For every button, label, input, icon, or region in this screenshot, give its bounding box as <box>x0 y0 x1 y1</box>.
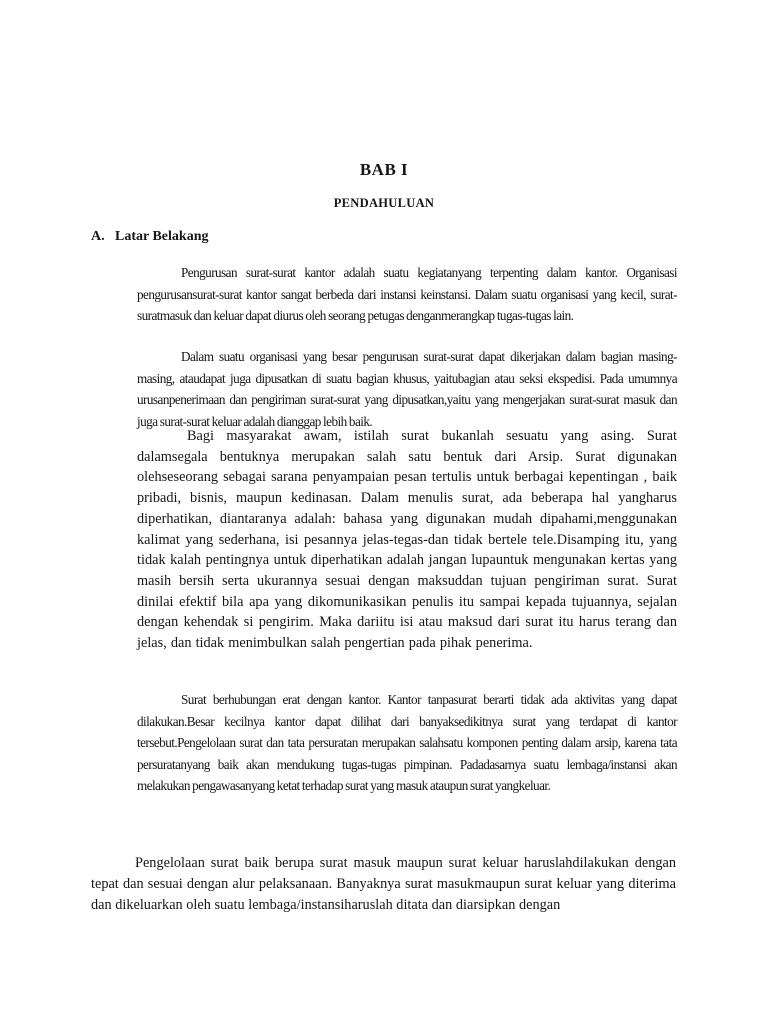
chapter-subtitle: PENDAHULUAN <box>333 196 435 210</box>
section-heading <box>91 229 208 245</box>
chapter-title: BAB I <box>359 160 409 179</box>
body-paragraph: Bagi masyarakat awam, istilah surat bukanlah sesuatu yang asing. Surat dalamsegala bentuknya merupakan salah satu bentuk dari Arsip. Surat digunakan olehseseorang sebagai sarana penyampaian pesan tertulis untuk berbagai kepentingan , baik pribadi, bisnis, maupun kedinasan. Dalam menulis surat, ada beberapa hal yangharus diperhatikan, diantaranya adalah: bahasa yang digunakan mudah dipahami,menggunakan kalimat yang sederhana, isi pesannya jelas-tegas-dan tidak bertele tele.Disamping itu, yang tidak kalah pentingnya untuk diperhatikan adalah jangan lupauntuk mengunakan kertas yang masih bersih serta ukurannya sesuai dengan maksuddan tujuan pengiriman surat. Surat dinilai efektif bila apa yang dikomunikasikan penulis itu sampai kepada tujuannya, sejalan dengan kehendak si pengirim. Maka dariitu isi atau maksud dari surat itu harus terang dan jelas, dan tidak menimbulkan salah pengertian pada pihak penerima. <box>137 428 677 652</box>
body-paragraph: Pengelolaan surat baik berupa surat masuk maupun surat keluar haruslahdilakukan dengan tepat dan sesuai dengan alur pelaksanaan. Banyaknya surat masukmaupun surat keluar yang diterima dan dikeluarkan oleh suatu lembaga/instansiharuslah ditata dan diarsipkan dengan <box>91 855 676 913</box>
body-paragraph: Surat berhubungan erat dengan kantor. Kantor tanpasurat berarti tidak ada aktivitas yang dapat dilakukan.Besar kecilnya kantor dapat dilihat dari banyaksedikitnya surat yang terdapat di kantor tersebut.Pengelolaan surat dan tata persuratan merupakan salahsatu komponen penting dalam arsip, karena tata persuratanyang baik akan mendukung tugas-tugas pimpinan. Padadasarnya suatu lembaga/instansi akan melakukan pengawasanyang ketat terhadap surat yang masuk ataupun surat yangkeluar. <box>137 692 677 793</box>
body-paragraph: Pengurusan surat-surat kantor adalah suatu kegiatanyang terpenting dalam kantor. Organisasi pengurusansurat-surat kantor sangat berbeda dari instansi keinstansi. Dalam suatu organisasi yang kecil, surat-suratmasuk dan keluar dapat diurus oleh seorang petugas denganmerangkap tugas-tugas lain. <box>137 265 677 323</box>
section-title: Latar Belakang <box>115 229 209 244</box>
body-paragraph: Dalam suatu organisasi yang besar pengurusan surat-surat dapat dikerjakan dalam bagian masing-masing, ataudapat juga dipusatkan di suatu bagian khusus, yaitubagian atau seksi ekspedisi. Pada umumnya urusanpenerimaan dan pengiriman surat-surat yang dipusatkan,yaitu yang mengerjakan surat-surat masuk dan juga surat-surat keluar adalah dianggap lebih baik. <box>137 349 677 429</box>
section-number: A. <box>91 229 105 244</box>
